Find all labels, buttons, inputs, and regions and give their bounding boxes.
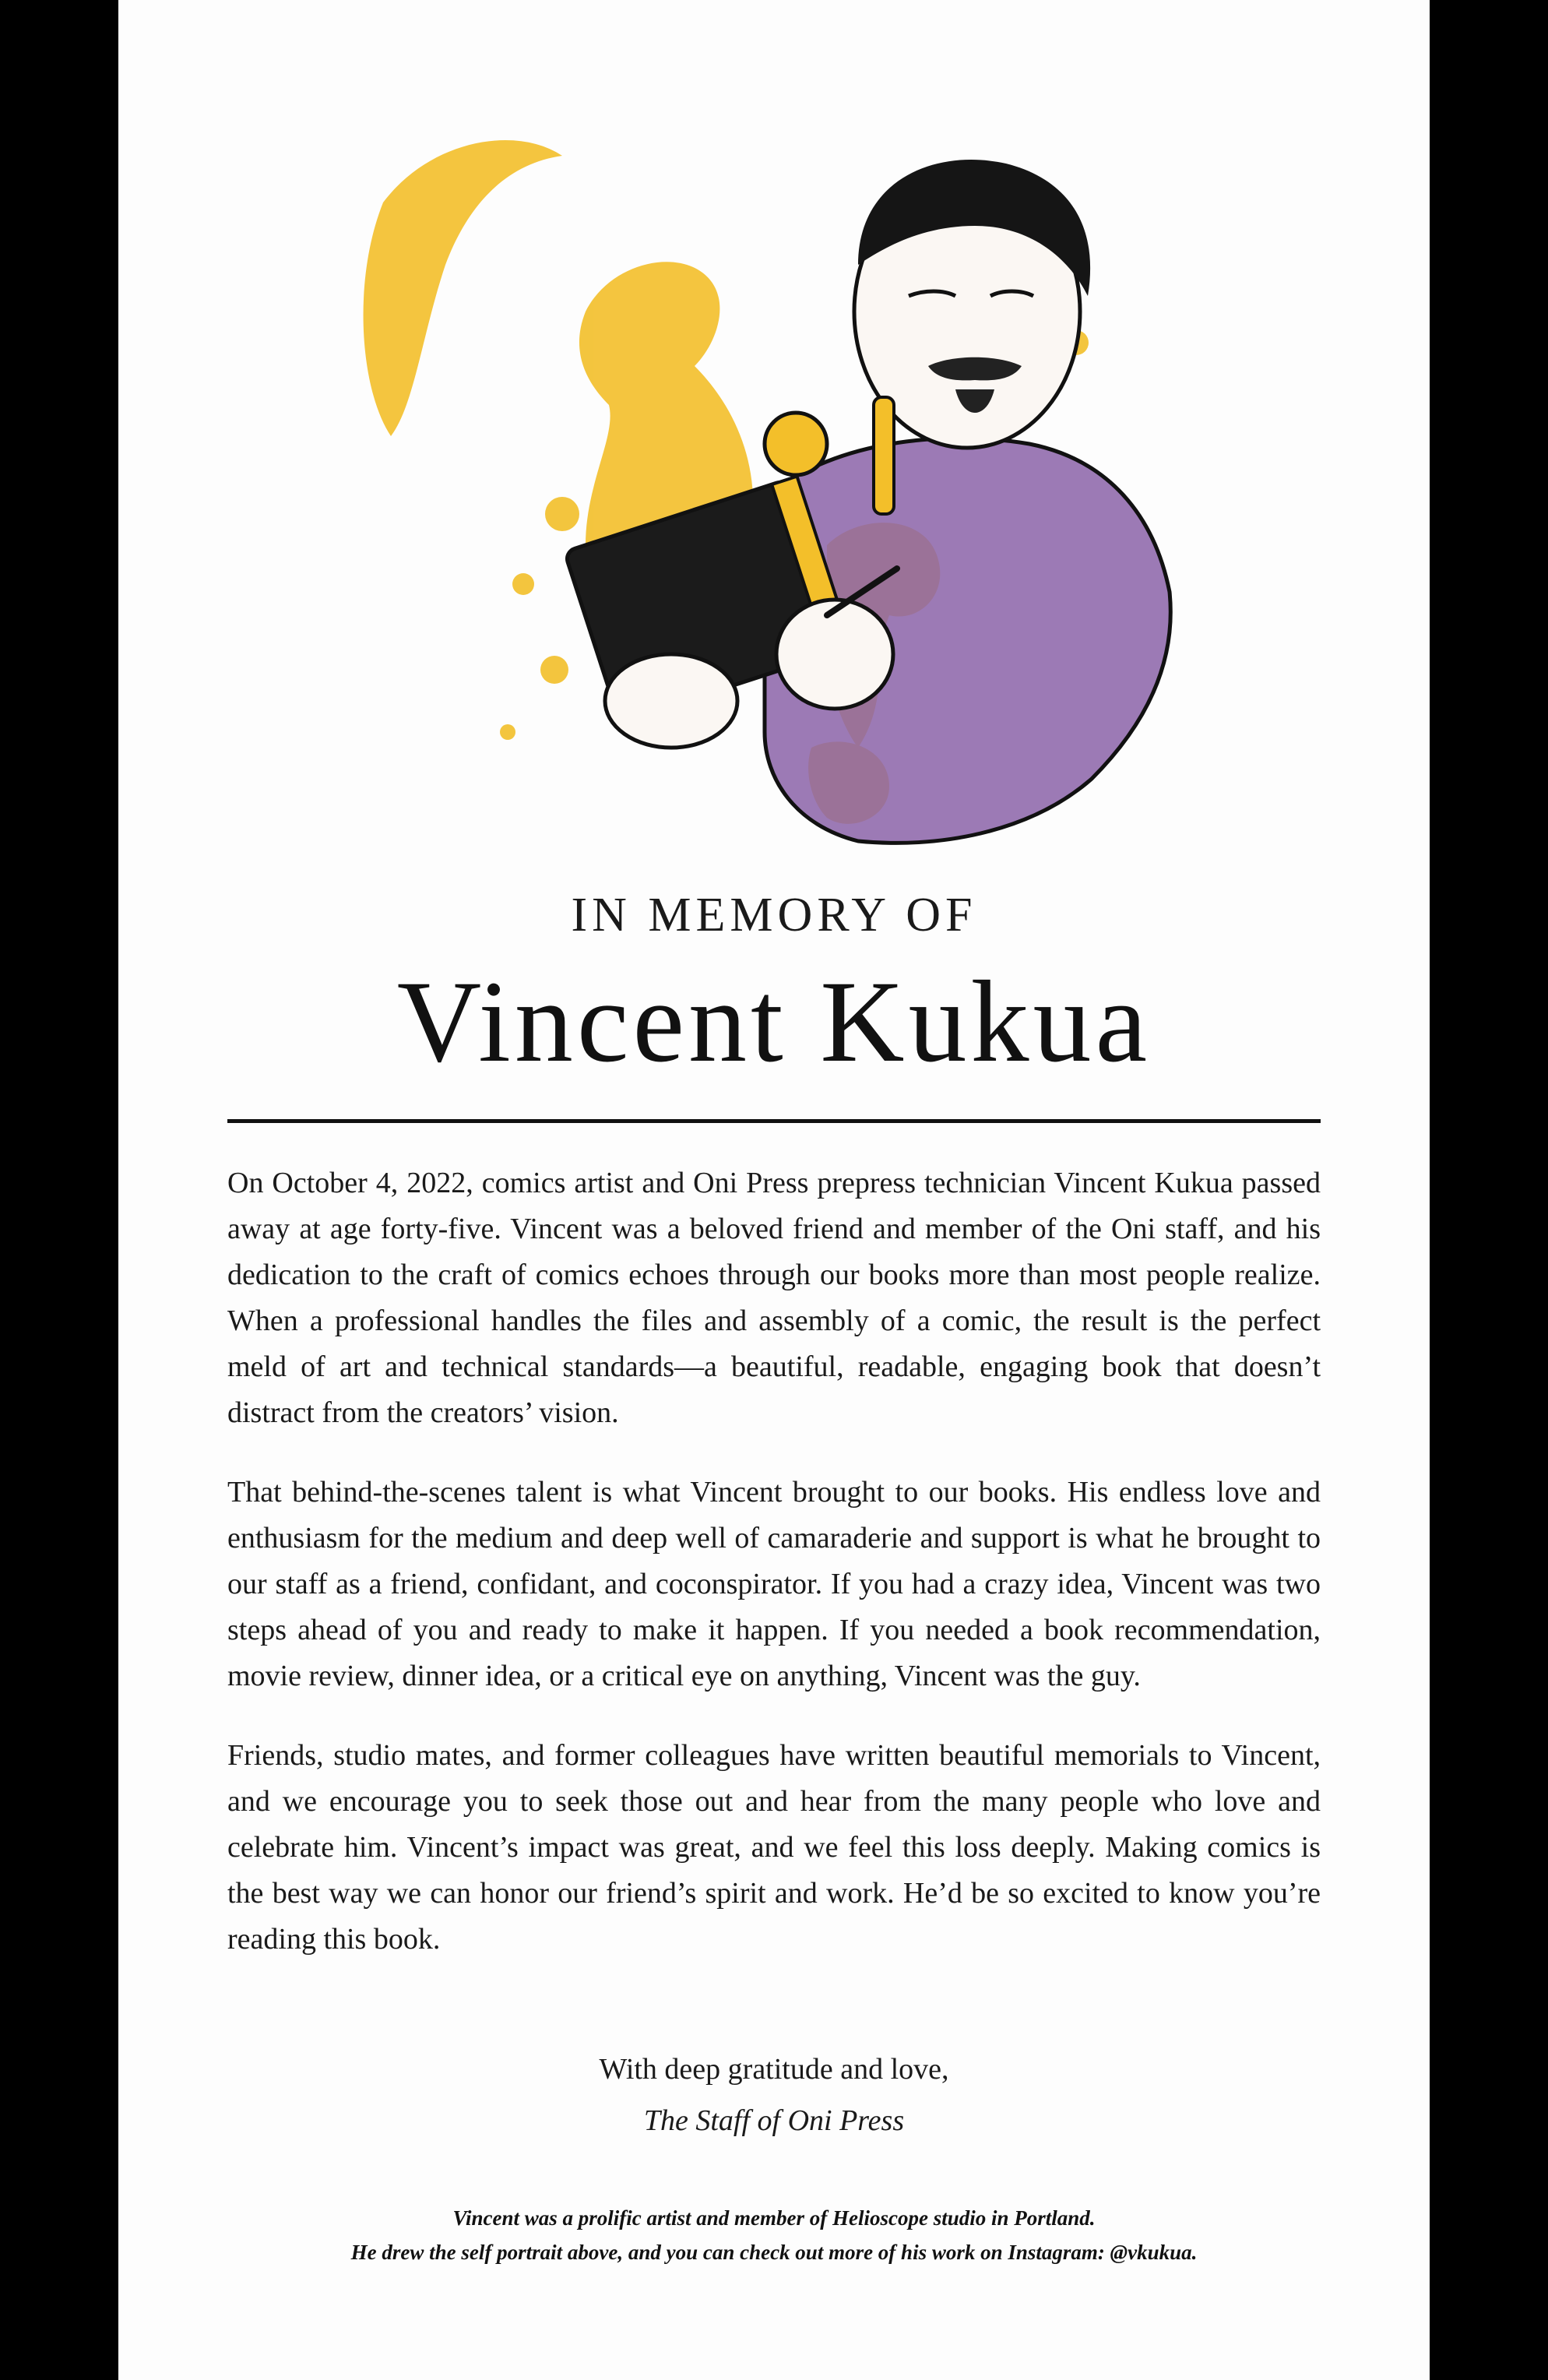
credit-line: He drew the self portrait above, and you can check out more of his work on Instagram: @vkukua. [350,2241,1198,2264]
memorial-name: Vincent Kukua [396,957,1152,1086]
credit-line: Vincent was a prolific artist and member of Helioscope studio in Portland. [452,2206,1096,2230]
self-portrait-illustration [329,109,1224,872]
signoff-signature: The Staff of Oni Press [643,2104,905,2137]
signoff-closing: With deep gratitude and love, [599,2053,949,2086]
body-paragraph: That behind-the-scenes talent is what Vincent brought to our books. His endless love and enthusiasm for the medium and deep well of camaraderie and support is what he brought to our staff as a friend, confidant, and coconspirator. If you had a crazy idea, Vincent was two steps ahead of you and ready to make it happen. If you needed a book recommendation, movie review, dinner idea, or a critical eye on anything, Vincent was the guy. [227,1476,1321,1692]
memorial-body [227,1160,1321,1996]
body-paragraph: On October 4, 2022, comics artist and Oni Press prepress technician Vincent Kukua passed away at age forty-five. Vincent was a beloved friend and member of the Oni staff, and his dedication to the craft of comics echoes through our books more than most people realize. When a professional handles the files and assembly of a comic, the result is the perfect meld of art and technical standards—a beautiful, readable, engaging book that doesn’t distract from the creators’ vision. [227,1167,1321,1429]
body-paragraph: Friends, studio mates, and former colleagues have written beautiful memorials to Vincent, and we encourage you to seek those out and hear from the many people who love and celebrate him. Vincent’s impact was great, and we feel this loss deeply. Making comics is the best way we can honor our friend’s spirit and work. He’d be so excited to know you’re reading this book. [227,1739,1321,1956]
artist-credit [118,2201,1430,2269]
signoff-block [118,2044,1430,2146]
memorial-kicker: IN MEMORY OF [571,889,977,942]
divider-rule [227,1119,1321,1123]
memorial-page [118,0,1430,2380]
